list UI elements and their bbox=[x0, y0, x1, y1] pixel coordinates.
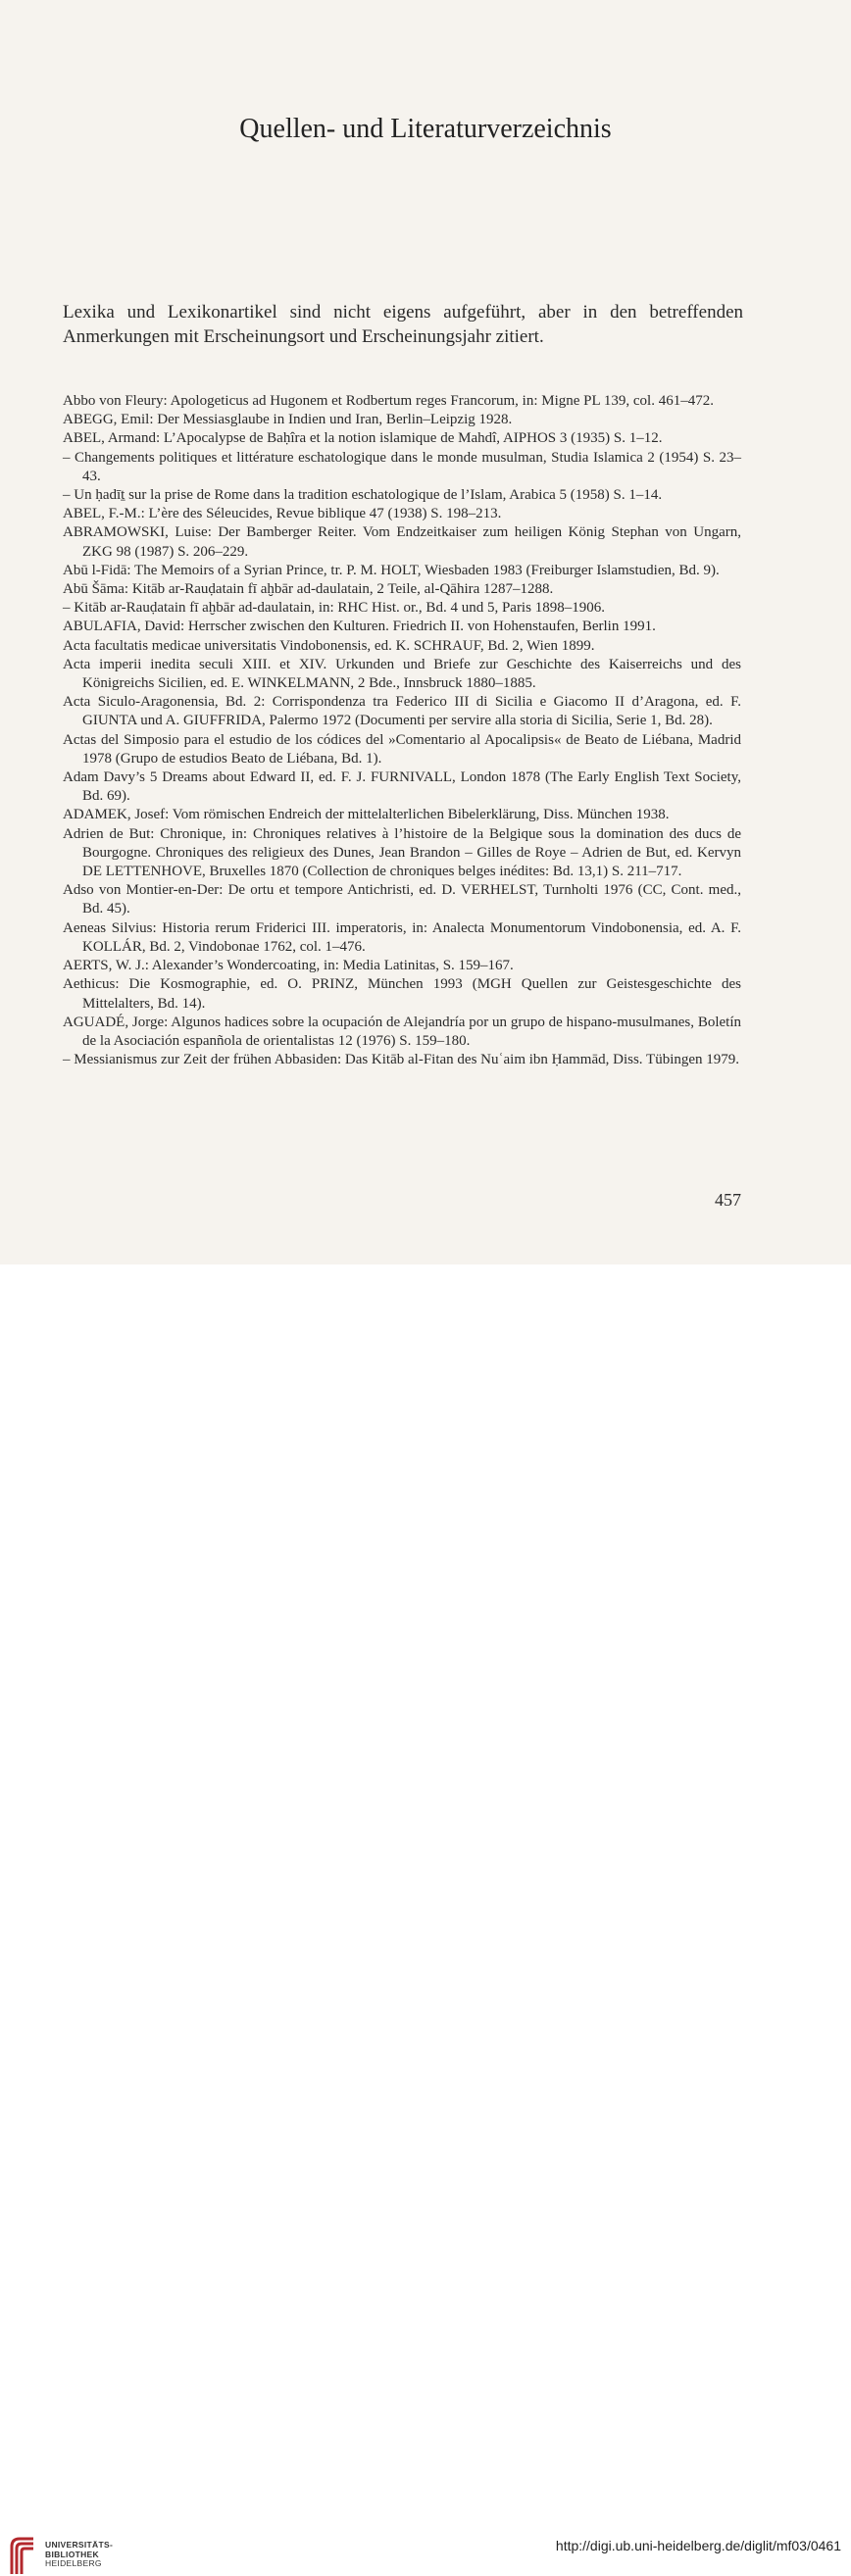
bibliography-entry: Abū Šāma: Kitāb ar-Rauḍatain fī aḫbār ad-daulatain, 2 Teile, al-Qāhira 1287–1288. bbox=[63, 581, 554, 598]
bibliography-entry: ABEGG, Emil: Der Messiasglaube in Indien und Iran, Berlin–Leipzig 1928. bbox=[63, 412, 513, 428]
bibliography-entry: Acta facultatis medicae universitatis Vindobonensis, ed. K. SCHRAUF, Bd. 2, Wien 1899. bbox=[63, 637, 595, 654]
library-name-line: HEIDELBERG bbox=[45, 2558, 102, 2568]
bibliography-entry: ABEL, Armand: L’Apocalypse de Baḥîra et la notion islamique de Mahdî, AIPHOS 3 (1935) S. 1–12. bbox=[63, 430, 663, 447]
bibliography-entry: Aethicus: Die Kosmographie, ed. O. PRINZ, München 1993 (MGH Quellen zur Geistesgeschichte des Mittelalters, Bd. 14). bbox=[63, 976, 741, 1012]
bibliography-entry: Acta Siculo-Aragonensia, Bd. 2: Corrispondenza tra Federico III di Sicilia e Giacomo II d’Aragona, ed. F. GIUNTA und A. GIUFFRIDA, Palermo 1972 (Documenti per servire alla storia di Sicilia, Serie 1, Bd. 28). bbox=[63, 694, 741, 729]
viewer-footer bbox=[0, 1264, 851, 2568]
bibliography-entry: Abbo von Fleury: Apologeticus ad Hugonem et Rodbertum reges Francorum, in: Migne PL 139, col. 461–472. bbox=[63, 393, 714, 409]
bibliography-entry: – Kitāb ar-Rauḍatain fī aḫbār ad-daulatain, in: RHC Hist. or., Bd. 4 und 5, Paris 1898–1906. bbox=[63, 600, 605, 617]
bibliography-entry: ABRAMOWSKI, Luise: Der Bamberger Reiter. Vom Endzeitkaiser zum heiligen König Stephan von Ungarn, ZKG 98 (1987) S. 206–229. bbox=[63, 524, 741, 560]
bibliography-entry: – Changements politiques et littérature eschatologique dans le monde musulman, Studia Islamica 2 (1954) S. 23–43. bbox=[63, 449, 741, 484]
bibliography-entry: Actas del Simposio para el estudio de los códices del »Comentario al Apocalipsis« de Beato de Liébana, Madrid 1978 (Grupo de estudios Beato de Liébana, Bd. 1). bbox=[63, 731, 741, 767]
page-title: Quellen- und Literaturverzeichnis bbox=[239, 114, 612, 144]
bibliography-list bbox=[63, 392, 741, 1069]
bibliography-entry: AGUADÉ, Jorge: Algunos hadices sobre la ocupación de Alejandría por un grupo de hispano-musulmanes, Boletín de la Asociación espanñola de orientalistas 12 (1976) S. 159–180. bbox=[63, 1014, 741, 1049]
library-name bbox=[45, 2541, 113, 2569]
library-name-line: UNIVERSITÄTS- bbox=[45, 2540, 114, 2550]
bibliography-entry: Adrien de But: Chronique, in: Chroniques relatives à l’histoire de la Belgique sous la domination des ducs de Bourgogne. Chroniques des religieux des Dunes, Jean Brandon – Gilles de Roye – Adrien de But, ed. Kervyn DE LETTENHOVE, Bruxelles 1870 (Collection de chroniques belges inédites: Bd. 13,1) S. 211–717. bbox=[63, 825, 741, 880]
bibliography-entry: Adso von Montier-en-Der: De ortu et tempore Antichristi, ed. D. VERHELST, Turnholti 1976 (CC, Cont. med., Bd. 45). bbox=[63, 882, 741, 917]
bibliography-entry: ADAMEK, Josef: Vom römischen Endreich der mittelalterlichen Bibelerklärung, Diss. München 1938. bbox=[63, 807, 670, 823]
bibliography-entry: Aeneas Silvius: Historia rerum Friderici III. imperatoris, in: Analecta Monumentorum Vindobonensia, ed. A. F. KOLLÁR, Bd. 2, Vindobonae 1762, col. 1–476. bbox=[63, 919, 741, 955]
intro-paragraph: Lexika und Lexikonartikel sind nicht eigens aufgeführt, aber in den betreffenden Anmerkungen mit Erscheinungsort und Erscheinungsjahr zitiert. bbox=[63, 302, 743, 347]
bibliography-entry: ABULAFIA, David: Herrscher zwischen den Kulturen. Friedrich II. von Hohenstaufen, Berlin 1991. bbox=[63, 619, 656, 635]
bibliography-entry: – Messianismus zur Zeit der frühen Abbasiden: Das Kitāb al-Fitan des Nuʿaim ibn Ḥammād, Diss. Tübingen 1979. bbox=[63, 1052, 740, 1068]
bibliography-entry: Adam Davy’s 5 Dreams about Edward II, ed. F. J. FURNIVALL, London 1878 (The Early English Text Society, Bd. 69). bbox=[63, 769, 741, 805]
bibliography-entry: Acta imperii inedita seculi XIII. et XIV. Urkunden und Briefe zur Geschichte des Kaiserreichs und des Königreichs Sicilien, ed. E. WINKELMANN, 2 Bde., Innsbruck 1880–1885. bbox=[63, 656, 741, 692]
bibliography-entry: Abū l-Fidā: The Memoirs of a Syrian Prince, tr. P. M. HOLT, Wiesbaden 1983 (Freiburger Islamstudien, Bd. 9). bbox=[63, 562, 720, 578]
bibliography-entry: – Un ḥadīṯ sur la prise de Rome dans la tradition eschatologique de l’Islam, Arabica 5 (1958) S. 1–14. bbox=[63, 487, 663, 504]
library-name-line: BIBLIOTHEK bbox=[45, 2549, 99, 2559]
page-number: 457 bbox=[715, 1190, 741, 1210]
bibliography-entry: ABEL, F.-M.: L’ère des Séleucides, Revue biblique 47 (1938) S. 198–213. bbox=[63, 506, 502, 522]
permalink-url[interactable]: http://digi.ub.uni-heidelberg.de/diglit/mf03/0461 bbox=[555, 2538, 841, 2553]
bibliography-entry: AERTS, W. J.: Alexander’s Wondercoating, in: Media Latinitas, S. 159–167. bbox=[63, 958, 514, 974]
university-library-logo-icon[interactable] bbox=[8, 2535, 37, 2576]
scanned-page bbox=[0, 0, 851, 1264]
